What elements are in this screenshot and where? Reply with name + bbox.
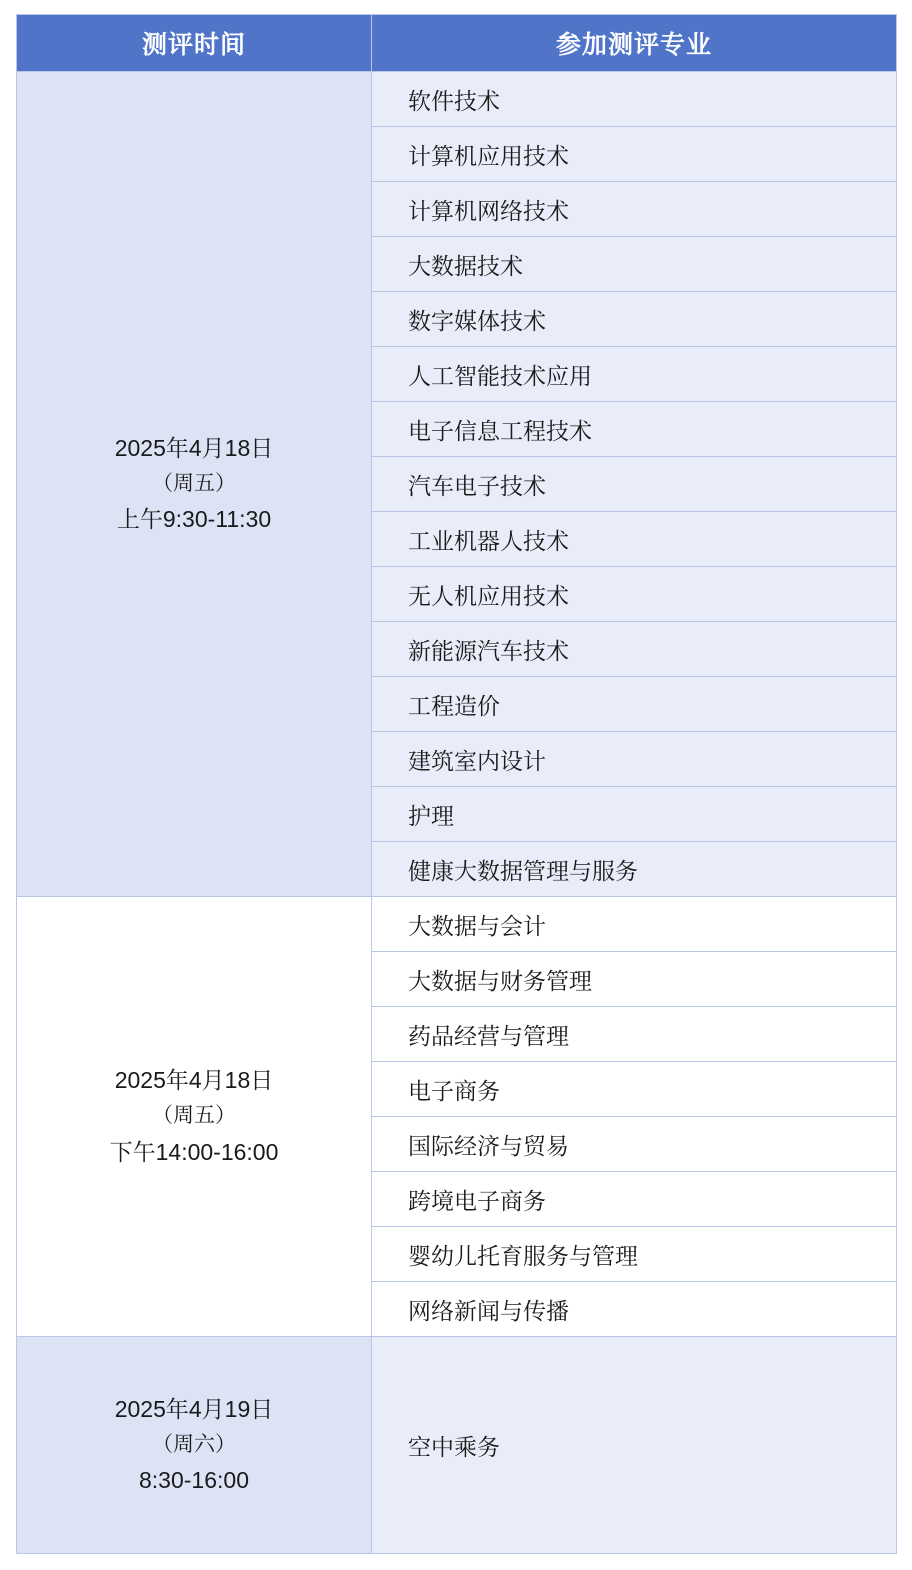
major-name-cell: 药品经营与管理 (372, 1007, 897, 1062)
assessment-time-line: 下午14:00-16:00 (109, 1138, 279, 1165)
assessment-time-line: （周六） (152, 1432, 236, 1456)
assessment-time-line: 2025年4月18日 (114, 1067, 274, 1094)
table-header-row (17, 15, 897, 72)
column-header-time: 测评时间 (17, 15, 372, 72)
major-name-cell: 电子商务 (372, 1062, 897, 1117)
assessment-time-cell (17, 897, 372, 1337)
major-name-cell: 软件技术 (372, 72, 897, 127)
major-name-cell: 婴幼儿托育服务与管理 (372, 1227, 897, 1282)
assessment-time-line: 2025年4月18日 (114, 434, 274, 461)
major-name-cell: 大数据与财务管理 (372, 952, 897, 1007)
major-name-cell: 工业机器人技术 (372, 512, 897, 567)
table-header (17, 15, 897, 72)
assessment-time-cell (17, 1337, 372, 1554)
table-row (17, 897, 897, 952)
major-name-cell: 健康大数据管理与服务 (372, 842, 897, 897)
major-name-cell: 大数据与会计 (372, 897, 897, 952)
major-name-cell: 汽车电子技术 (372, 457, 897, 512)
major-name-cell: 人工智能技术应用 (372, 347, 897, 402)
major-name-cell: 跨境电子商务 (372, 1172, 897, 1227)
major-name-cell: 建筑室内设计 (372, 732, 897, 787)
major-name-cell: 工程造价 (372, 677, 897, 732)
assessment-time-line: 2025年4月19日 (114, 1395, 274, 1422)
major-name-cell: 计算机网络技术 (372, 182, 897, 237)
major-name-cell: 新能源汽车技术 (372, 622, 897, 677)
major-name-cell: 电子信息工程技术 (372, 402, 897, 457)
table-row (17, 1337, 897, 1554)
major-name-cell: 护理 (372, 787, 897, 842)
major-name-cell: 无人机应用技术 (372, 567, 897, 622)
major-name-cell: 计算机应用技术 (372, 127, 897, 182)
column-header-majors: 参加测评专业 (372, 15, 897, 72)
major-name-cell: 网络新闻与传播 (372, 1282, 897, 1337)
major-name-cell: 国际经济与贸易 (372, 1117, 897, 1172)
table-row (17, 72, 897, 127)
major-name-cell: 空中乘务 (372, 1337, 897, 1554)
assessment-schedule-table (16, 14, 897, 1554)
table-body (17, 72, 897, 1554)
assessment-time-line: 上午9:30-11:30 (116, 506, 272, 532)
major-name-cell: 大数据技术 (372, 237, 897, 292)
assessment-time-line: 8:30-16:00 (139, 1467, 249, 1493)
assessment-time-line: （周五） (152, 1104, 236, 1128)
assessment-time-cell (17, 72, 372, 897)
assessment-time-line: （周五） (152, 471, 236, 495)
major-name-cell: 数字媒体技术 (372, 292, 897, 347)
